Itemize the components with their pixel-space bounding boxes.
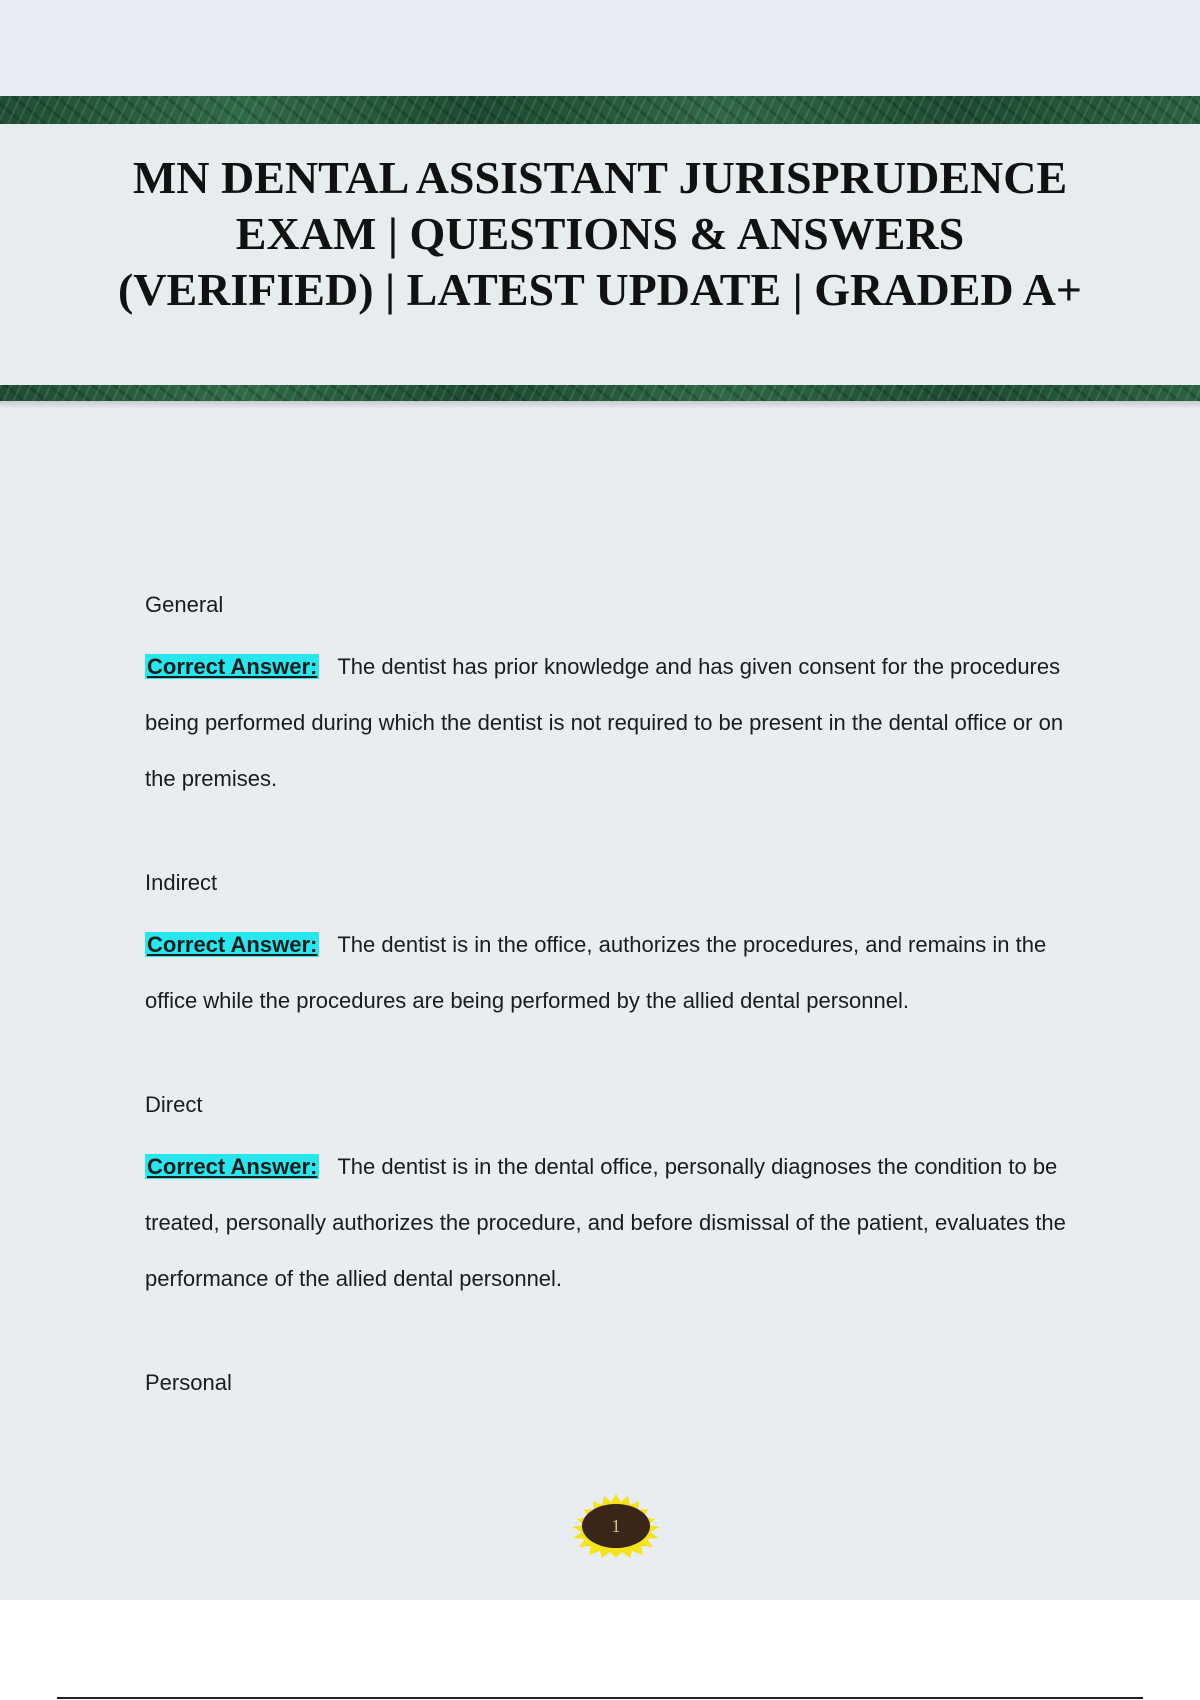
marble-border-bottom xyxy=(0,385,1200,401)
qa-term: Personal xyxy=(145,1370,232,1395)
answer-text: The dentist is in the office, authorizes the procedures, and remains in the office while the procedures are being performed by the allied dental personnel. xyxy=(145,932,1047,1013)
qa-answer xyxy=(145,1139,1085,1307)
answer-text: The dentist is in the dental office, personally diagnoses the condition to be treated, personally authorizes the procedure, and before dismissal of the patient, evaluates the performance of the allied dental personnel. xyxy=(145,1154,1066,1291)
qa-item xyxy=(145,1363,1085,1403)
qa-term: Indirect xyxy=(145,870,218,895)
border-shadow xyxy=(0,401,1200,409)
qa-answer xyxy=(145,639,1085,807)
answer-text: The dentist has prior knowledge and has given consent for the procedures being performed during which the dentist is not required to be present in the dental office or on the premises. xyxy=(145,654,1064,791)
top-band xyxy=(0,0,1200,96)
correct-answer-label: Correct Answer: xyxy=(147,932,318,957)
document-title: MN DENTAL ASSISTANT JURISPRUDENCE EXAM | QUESTIONS & ANSWERS (VERIFIED) | LATEST UPDATE | GRADED A+ xyxy=(117,152,1083,315)
qa-item xyxy=(145,1085,1085,1307)
qa-item xyxy=(145,863,1085,1029)
correct-answer-label: Correct Answer: xyxy=(147,654,318,679)
page-number: 1 xyxy=(611,1516,621,1536)
qa-content xyxy=(145,585,1085,1459)
qa-term: Direct xyxy=(145,1092,203,1117)
marble-border-top xyxy=(0,96,1200,124)
qa-term: General xyxy=(145,592,224,617)
qa-answer xyxy=(145,917,1085,1029)
correct-answer-label: Correct Answer: xyxy=(147,1154,318,1179)
footer-rule xyxy=(57,1697,1143,1699)
qa-item xyxy=(145,585,1085,807)
